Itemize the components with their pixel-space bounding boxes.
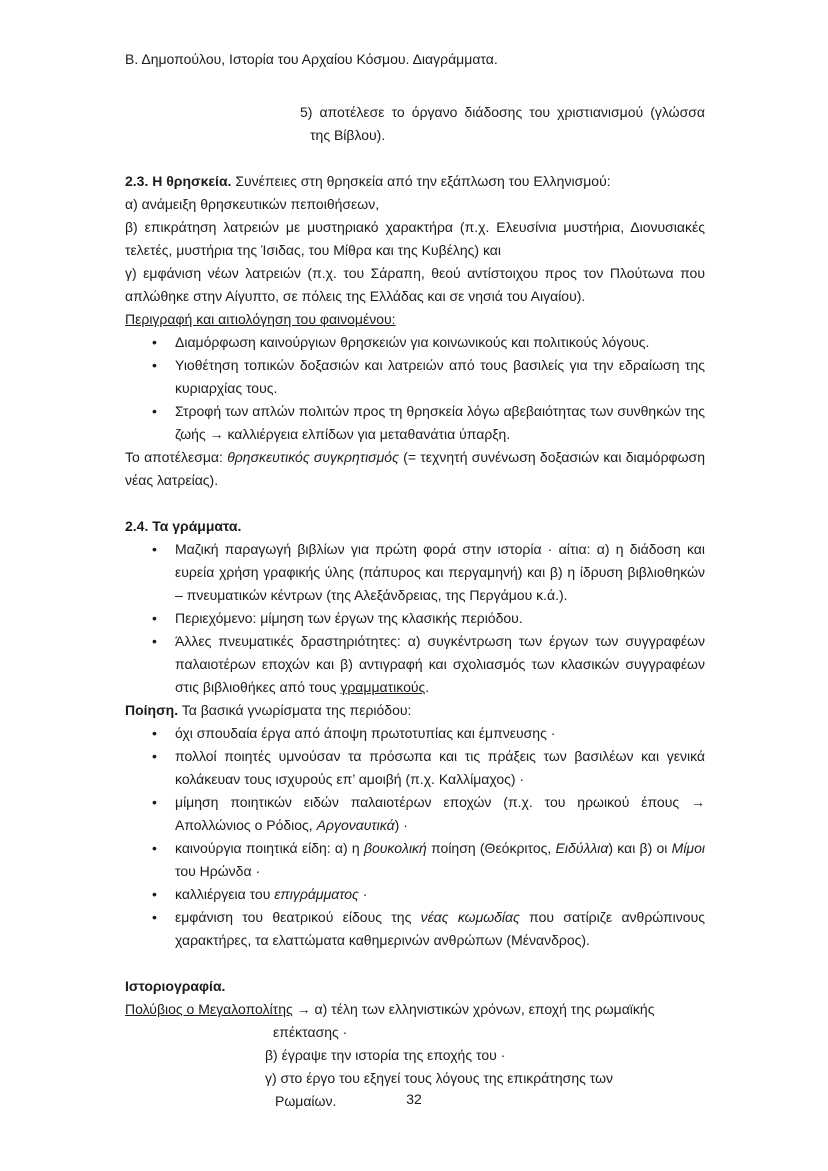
bullet-item-text [175, 354, 705, 400]
text-segment: 2.4. Τα γράμματα. [125, 518, 242, 534]
text-segment: καλλιέργεια του [175, 886, 275, 902]
paragraph-alpha [125, 193, 705, 216]
text-segment: ) · [394, 817, 408, 833]
bullet-item-text [175, 331, 705, 354]
paragraph-polybius-cont [125, 1021, 705, 1044]
text-segment: Ποίηση. [125, 702, 179, 718]
text-segment: Άλλες πνευματικές δραστηριότητες: α) συγκέντρωση των έργων των συγγραφέων παλαιοτέρων εποχών και β) αντιγραφή και σχολιασμός των κλασικών συγγραφέων στις βιβλιοθήκες από τους [175, 633, 705, 695]
paragraph-poetry-heading [125, 699, 705, 722]
bullet-item [125, 906, 705, 952]
text-segment: Στροφή των απλών πολιτών προς τη θρησκεία λόγω αβεβαιότητας των συνθηκών της ζωής → καλλιέργεια ελπίδων για μεταθανάτια ύπαρξη. [175, 403, 705, 442]
text-segment: πολλοί ποιητές υμνούσαν τα πρόσωπα και τις πράξεις των βασιλέων και γενικά κολάκευαν τους ισχυρούς επ’ αμοιβή (π.χ. Καλλίμαχος) · [175, 748, 705, 787]
bullet-item [125, 837, 705, 883]
text-segment: ποίηση (Θεόκριτος, [426, 840, 556, 856]
text-segment: εμφάνιση του θεατρικού είδους της [175, 909, 421, 925]
paragraph-gamma [125, 262, 705, 308]
bullet-item-text [175, 400, 705, 446]
text-segment: γ) στο έργο του εξηγεί τους λόγους της επικράτησης των [265, 1070, 614, 1086]
text-segment: 5) αποτέλεσε το όργανο διάδοσης του χριστιανισμού (γλώσσα της Βίβλου). [300, 104, 705, 143]
bullet-item-text [175, 538, 705, 607]
page-number: 32 [406, 1091, 422, 1107]
bullet-icon: • [152, 633, 157, 649]
text-segment: (= τεχνητή συνένωση δοξασιών και διαμόρφωση νέας λατρείας). [125, 449, 705, 488]
text-segment: Συνέπειες στη θρησκεία από την εξάπλωση του Ελληνισμού: [231, 173, 611, 189]
text-segment: όχι σπουδαία έργα από άποψη πρωτοτυπίας και έμπνευσης · [175, 725, 556, 741]
text-segment: β) επικράτηση λατρειών με μυστηριακό χαρακτήρα (π.χ. Ελευσίνια μυστήρια, Διονυσιακές τελετές, μυστήρια της Ίσιδας, του Μίθρα και της Κυβέλης) και [125, 219, 705, 258]
bullet-item [125, 722, 705, 745]
text-segment: Διαμόρφωση καινούργιων θρησκειών για κοινωνικούς και πολιτικούς λόγους. [175, 334, 650, 350]
text-segment: Αργοναυτικά [316, 817, 395, 833]
bullet-item [125, 400, 705, 446]
text-segment: βουκολική [363, 840, 427, 856]
section-heading-2-3 [125, 170, 705, 193]
bullet-item [125, 354, 705, 400]
text-segment: νέας κωμωδίας [420, 909, 520, 925]
bullet-icon: • [152, 909, 157, 925]
text-segment: θρησκευτικός συγκρητισμός [227, 449, 399, 465]
bullet-icon: • [152, 357, 157, 373]
paragraph-description-label [125, 308, 705, 331]
text-segment: επιγράμματος [274, 886, 359, 902]
section-heading-2-4 [125, 515, 705, 538]
bullet-icon: • [152, 334, 157, 350]
bullet-item-text [175, 630, 705, 699]
text-segment: Πολύβιος ο Μεγαλοπολίτης [125, 1001, 293, 1017]
text-segment: 2.3. Η θρησκεία. [125, 173, 232, 189]
text-segment: Ιστοριογραφία. [125, 978, 226, 994]
text-segment: Τα βασικά γνωρίσματα της περιόδου: [178, 702, 412, 718]
document-blocks [125, 101, 705, 1113]
bullet-item-text [175, 906, 705, 952]
bullet-item-text [175, 722, 705, 745]
text-segment: . [425, 679, 430, 695]
text-segment: καινούργια ποιητικά είδη: α) η [175, 840, 364, 856]
bullet-item-text [175, 607, 705, 630]
text-segment: Περιεχόμενο: μίμηση των έργων της κλασικής περιόδου. [175, 610, 523, 626]
text-segment: Ρωμαίων. [275, 1093, 337, 1109]
paragraph-polybius-cont [125, 1067, 705, 1090]
text-segment: Μίμοι [671, 840, 705, 856]
text-segment: επέκτασης · [273, 1024, 348, 1040]
paragraph-item-5 [125, 101, 705, 147]
paragraph-result [125, 446, 705, 492]
text-segment: Υιοθέτηση τοπικών δοξασιών και λατρειών από τους βασιλείς για την εδραίωση της κυριαρχίας τους. [175, 357, 705, 396]
bullet-icon: • [152, 610, 157, 626]
bullet-icon: • [152, 840, 157, 856]
bullet-icon: • [152, 541, 157, 557]
bullet-icon: • [152, 403, 157, 419]
text-segment: που σατίριζε ανθρώπινους χαρακτήρες, τα ελαττώματα καθημερινών ανθρώπων (Μένανδρος). [175, 909, 705, 948]
text-segment: Περιγραφή και αιτιολόγηση του φαινομένου: [125, 311, 396, 327]
bullet-item-text [175, 791, 705, 837]
bullet-item-text [175, 745, 705, 791]
paragraph-polybius-cont [125, 1044, 705, 1067]
text-segment: ) και β) οι [608, 840, 672, 856]
bullet-item [125, 331, 705, 354]
section-heading-historiography [125, 975, 705, 998]
bullet-item [125, 630, 705, 699]
text-segment: του Ηρώνδα · [175, 863, 261, 879]
text-segment: β) έγραψε την ιστορία της εποχής του · [265, 1047, 506, 1063]
bullet-item [125, 791, 705, 837]
text-segment: Ειδύλλια [555, 840, 609, 856]
text-segment: Μαζική παραγωγή βιβλίων για πρώτη φορά στην ιστορία · αίτια: α) η διάδοση και ευρεία χρήση γραφικής ύλης (πάπυρος και περγαμηνή) και β) η ίδρυση βιβλιοθηκών – πνευματικών κέντρων (της Αλεξάνδρειας, της Περγάμου κ.ά.). [175, 541, 705, 603]
bullet-item [125, 538, 705, 607]
bullet-item [125, 745, 705, 791]
text-segment: → α) τέλη των ελληνιστικών χρόνων, εποχή της ρωμαϊκής [292, 1001, 655, 1017]
text-segment: α) ανάμειξη θρησκευτικών πεποιθήσεων, [125, 196, 380, 212]
paragraph-polybius [125, 998, 705, 1021]
bullet-item-text [175, 883, 705, 906]
bullet-icon: • [152, 725, 157, 741]
text-segment: γ) εμφάνιση νέων λατρειών (π.χ. του Σάραπη, θεού αντίστοιχου προς τον Πλούτωνα που απλώθηκε στην Αίγυπτο, σε πόλεις της Ελλάδας και σε νησιά του Αιγαίου). [125, 265, 705, 304]
text-segment: Το αποτέλεσμα: [125, 449, 228, 465]
paragraph-beta [125, 216, 705, 262]
bullet-item [125, 883, 705, 906]
bullet-item-text [175, 837, 705, 883]
bullet-icon: • [152, 886, 157, 902]
bullet-icon: • [152, 748, 157, 764]
bullet-icon: • [152, 794, 157, 810]
document-header: Β. Δημοπούλου, Ιστορία του Αρχαίου Κόσμου. Διαγράμματα. [125, 51, 498, 67]
text-segment: μίμηση ποιητικών ειδών παλαιοτέρων εποχών (π.χ. του ηρωικού έπους → Απολλώνιος ο Ρόδιος, [175, 794, 705, 833]
text-segment: γραμματικούς [340, 679, 426, 695]
bullet-item [125, 607, 705, 630]
text-segment: · [358, 886, 368, 902]
